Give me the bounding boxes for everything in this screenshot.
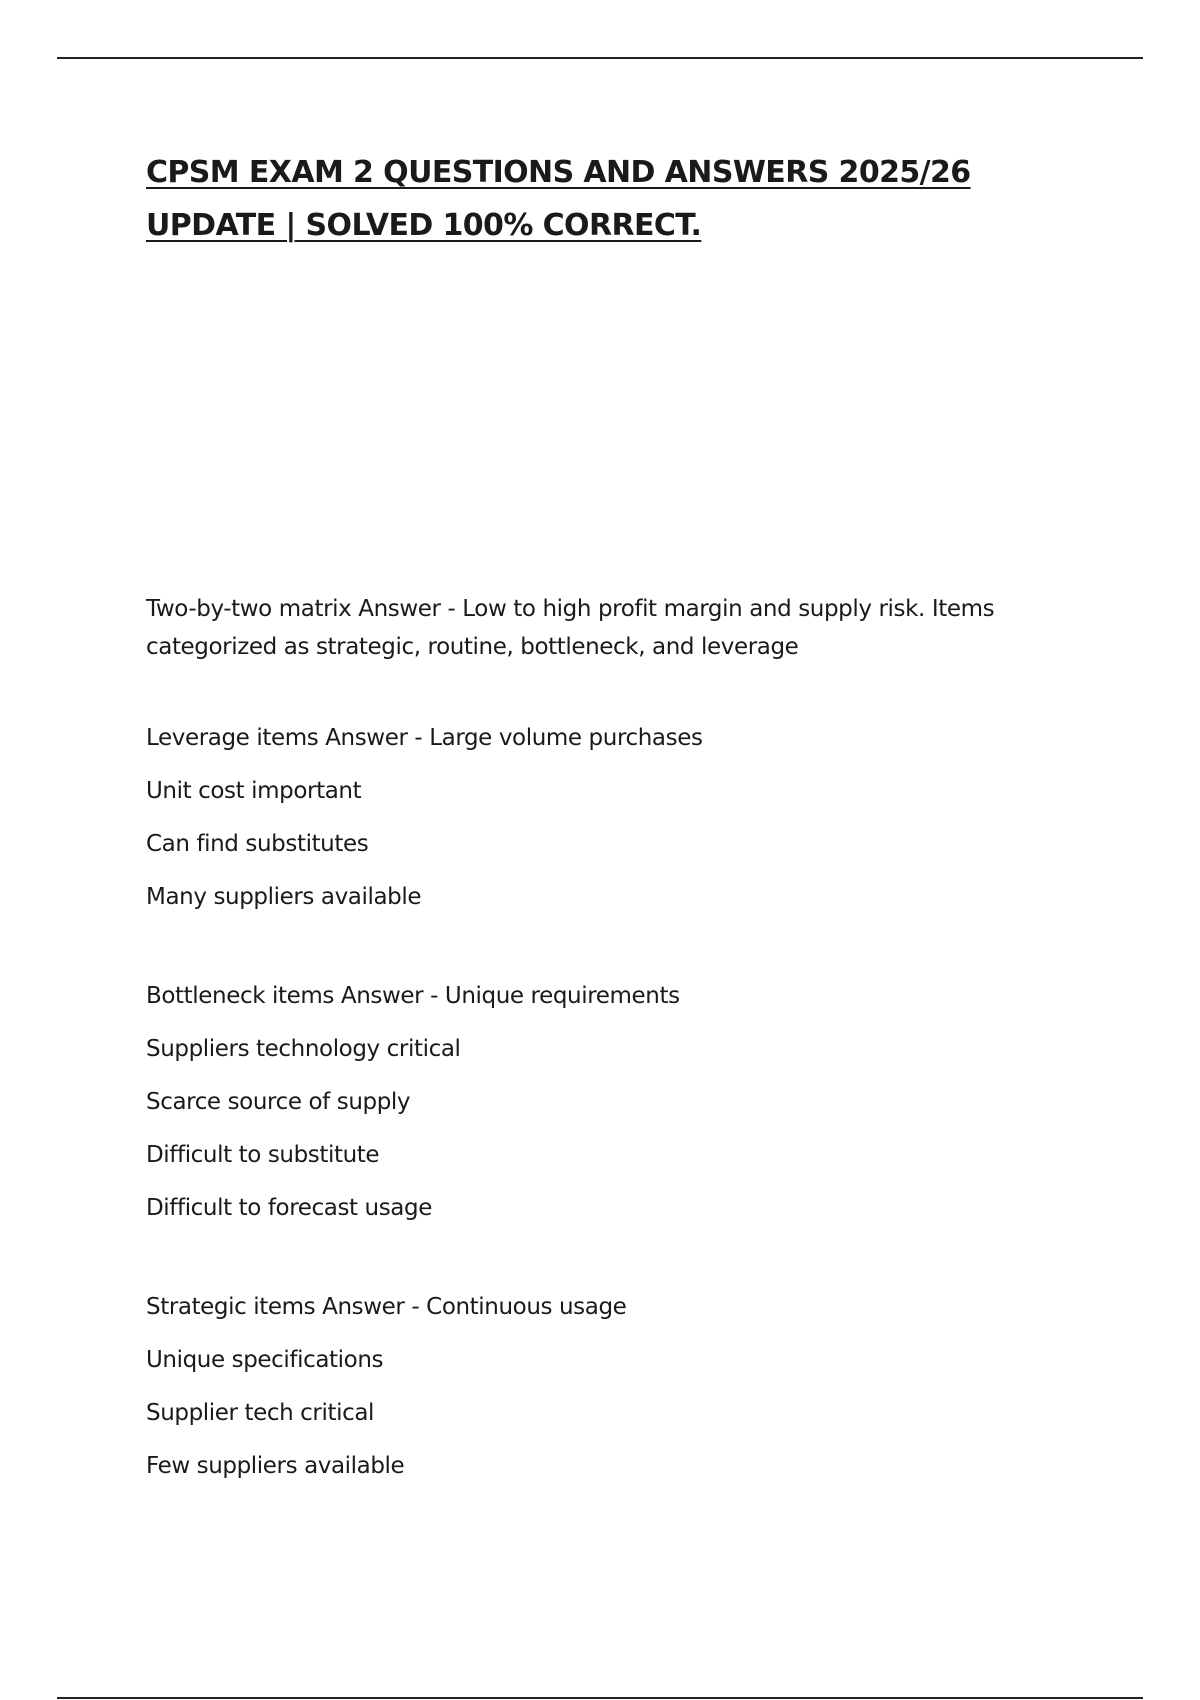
qa-line: Difficult to substitute: [146, 1142, 380, 1168]
title-line: CPSM EXAM 2 QUESTIONS AND ANSWERS 2025/26: [146, 155, 971, 190]
qa-line: Bottleneck items Answer - Unique requirements: [146, 983, 680, 1009]
qa-line: Many suppliers available: [146, 884, 422, 910]
qa-line: Few suppliers available: [146, 1453, 405, 1479]
document-body: [146, 590, 1066, 1547]
qa-line: Suppliers technology critical: [146, 1036, 461, 1062]
qa-line: Can find substitutes: [146, 831, 369, 857]
qa-line: Two-by-two matrix Answer - Low to high profit margin and supply risk. Items: [146, 596, 995, 622]
qa-line: categorized as strategic, routine, bottleneck, and leverage: [146, 634, 799, 660]
header-rule: [57, 57, 1143, 59]
footer-rule: [57, 1697, 1143, 1699]
qa-line: Unique specifications: [146, 1347, 384, 1373]
qa-line: Strategic items Answer - Continuous usage: [146, 1294, 627, 1320]
qa-line: Supplier tech critical: [146, 1400, 375, 1426]
qa-line: Scarce source of supply: [146, 1089, 411, 1115]
qa-entry-two-by-two-matrix: [146, 590, 1066, 666]
qa-entry-bottleneck-items: [146, 970, 1066, 1235]
qa-entry-leverage-items: [146, 712, 1066, 924]
qa-line: Leverage items Answer - Large volume purchases: [146, 725, 703, 751]
qa-line: Difficult to forecast usage: [146, 1195, 432, 1221]
qa-line: Unit cost important: [146, 778, 362, 804]
title-line: UPDATE | SOLVED 100% CORRECT.: [146, 208, 702, 243]
qa-entry-strategic-items: [146, 1281, 1066, 1493]
document-title: [146, 146, 1046, 252]
